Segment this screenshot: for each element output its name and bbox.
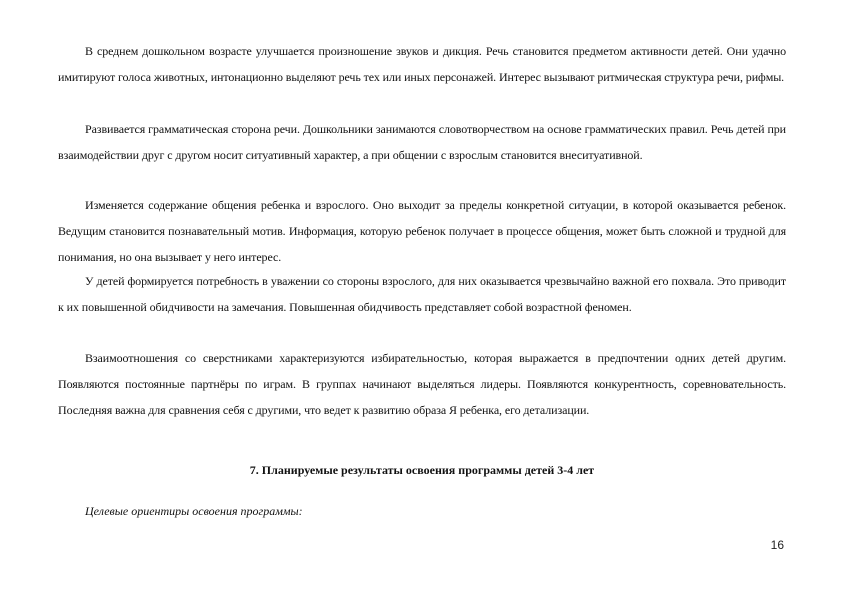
- page-number: 16: [770, 538, 784, 552]
- body-paragraph: В среднем дошкольном возрасте улучшается произношение звуков и дикция. Речь становится предметом активности детей. Они удачно имитируют голоса животных, интонационно выделяют речь тех или иных персонажей. Интерес вызывают ритмическая структура речи, рифмы.: [58, 44, 786, 85]
- body-paragraph: Взаимоотношения со сверстниками характеризуются избирательностью, которая выражается в предпочтении одних детей другим. Появляются постоянные партнёры по играм. В группах начинают выделяться лидеры. Появляются конкурентность, соревновательность. Последняя важна для сравнения себя с другими, что ведет к развитию образа Я ребенка, его детализации.: [58, 351, 786, 418]
- section-heading: 7. Планируемые результаты освоения программы детей 3-4 лет: [249, 463, 595, 477]
- section-subheading: Целевые ориентиры освоения программы:: [85, 504, 303, 518]
- body-paragraph: У детей формируется потребность в уважении со стороны взрослого, для них оказывается чрезвычайно важной его похвала. Это приводит к их повышенной обидчивости на замечания. Повышенная обидчивость представляет собой возрастной феномен.: [58, 274, 786, 315]
- body-paragraph: Развивается грамматическая сторона речи. Дошкольники занимаются словотворчеством на основе грамматических правил. Речь детей при взаимодействии друг с другом носит ситуативный характер, а при общении с взрослым становится внеситуативной.: [58, 122, 786, 163]
- body-paragraph: Изменяется содержание общения ребенка и взрослого. Оно выходит за пределы конкретной ситуации, в которой оказывается ребенок. Ведущим становится познавательный мотив. Информация, которую ребенок получает в процессе общения, может быть сложной и трудной для понимания, но она вызывает у него интерес.: [58, 198, 786, 265]
